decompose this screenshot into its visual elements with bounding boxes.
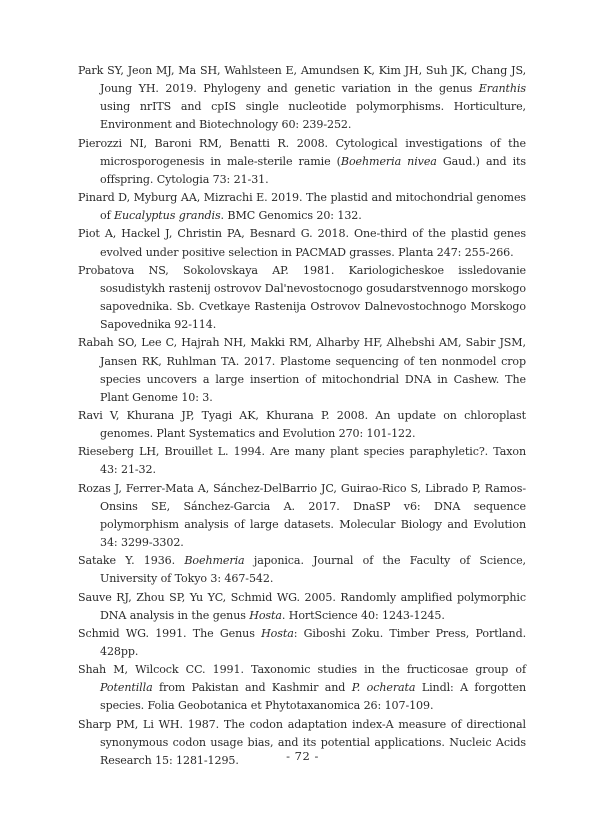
reference-text: from Pakistan and Kashmir and xyxy=(152,681,352,695)
reference-text: Shah M, Wilcock CC. 1991. Taxonomic studies in the fructicosae group of xyxy=(78,663,526,677)
reference-italic-text: Hosta xyxy=(261,626,294,640)
reference-text: Gaud.) and its offspring. Cytologia 73: 21-31. xyxy=(100,154,527,186)
reference-text: . BMC Genomics 20: 132. xyxy=(220,209,362,223)
reference-text: Rieseberg LH, Brouillet L. 1994. Are many plant species paraphyletic?. Taxon 43: 21-32. xyxy=(78,445,526,477)
reference-italic-text: P. ocherata xyxy=(351,681,416,695)
reference-text: . HortScience 40: 1243-1245. xyxy=(281,608,445,622)
reference-text: Sharp PM, Li WH. 1987. The codon adaptation index-A measure of directional synonymous codon usage bias, and its potential applications. Nucleic Acids Research 15: 1281-1295. xyxy=(78,717,526,767)
reference-list xyxy=(78,62,526,770)
reference-entry xyxy=(78,262,526,335)
reference-italic-text: Boehmeria xyxy=(184,554,245,568)
reference-text: using nrITS and cpIS single nucleotide polymorphisms. Horticulture, Environment and Biotechnology 60: 239-252. xyxy=(100,100,526,132)
reference-text: Piot A, Hackel J, Christin PA, Besnard G. 2018. One-third of the plastid genes evolved under positive selection in PACMAD grasses. Planta 247: 255-266. xyxy=(78,227,526,259)
reference-italic-text: Boehmeria nivea xyxy=(340,154,437,168)
reference-text: Satake Y. 1936. xyxy=(78,554,185,568)
reference-entry xyxy=(78,552,526,588)
reference-entry xyxy=(78,625,526,661)
reference-text: Pinard D, Myburg AA, Mizrachi E. 2019. The plastid and mitochondrial genomes of xyxy=(78,191,526,223)
reference-italic-text: Hosta xyxy=(249,608,282,622)
reference-text: Rabah SO, Lee C, Hajrah NH, Makki RM, Alharby HF, Alhebshi AM, Sabir JSM, Jansen RK, Ruhlman TA. 2017. Plastome sequencing of ten nonmodel crop species uncovers a large insertion of mitochondrial DNA in Cashew. The Plant Genome 10: 3. xyxy=(78,336,526,404)
reference-text: Lindl: A forgotten species. Folia Geobotanica et Phytotaxanomica 26: 107-109. xyxy=(100,681,526,713)
reference-text: Rozas J, Ferrer-Mata A, Sánchez-DelBarrio JC, Guirao-Rico S, Librado P, Ramos-Onsins SE, Sánchez-Garcia A. 2017. DnaSP v6: DNA sequence polymorphism analysis of large datasets. Molecular Biology and Evolution 34: 3299-3302. xyxy=(78,481,526,550)
reference-entry xyxy=(78,480,526,553)
reference-text: Sauve RJ, Zhou SP, Yu YC, Schmid WG. 2005. Randomly amplified polymorphic DNA analysis in the genus xyxy=(78,590,526,622)
reference-text: Ravi V, Khurana JP, Tyagi AK, Khurana P. 2008. An update on chloroplast genomes. Plant Systematics and Evolution 270: 101-122. xyxy=(78,408,526,441)
reference-entry xyxy=(78,334,526,407)
reference-entry xyxy=(78,62,526,135)
reference-entry xyxy=(78,589,526,625)
reference-entry xyxy=(78,443,526,479)
reference-entry xyxy=(78,189,526,225)
reference-italic-text: Potentilla xyxy=(100,681,153,695)
reference-text: Schmid WG. 1991. The Genus xyxy=(78,626,262,640)
reference-italic-text: Eranthis xyxy=(478,82,526,96)
reference-text: japonica. Journal of the Faculty of Science, University of Tokyo 3: 467-542. xyxy=(100,554,526,586)
reference-text: Probatova NS, Sokolovskaya AP. 1981. Kariologicheskoe issledovanie sosudistykh rastenij ostrovov Dal'nevostocnogo gosudarstvennogo morskogo sapovednika. Sb. Cvetkaye Rastenija Ostrovov Dalnevostochnogo Morskogo Sapovednika 92-114. xyxy=(78,263,526,332)
reference-italic-text: Eucalyptus grandis xyxy=(114,209,221,223)
reference-text: Pierozzi NI, Baroni RM, Benatti R. 2008. Cytological investigations of the microsporogenesis in male-sterile ramie ( xyxy=(78,136,526,168)
reference-entry xyxy=(78,225,526,261)
reference-text: Park SY, Jeon MJ, Ma SH, Wahlsteen E, Amundsen K, Kim JH, Suh JK, Chang JS, Joung YH. 2019. Phylogeny and genetic variation in the genus xyxy=(78,64,526,96)
reference-entry xyxy=(78,407,526,443)
page-number: - 72 - xyxy=(286,749,319,763)
reference-text: : Giboshi Zoku. Timber Press, Portland. 428pp. xyxy=(100,626,527,658)
reference-entry xyxy=(78,661,526,715)
reference-entry xyxy=(78,135,526,189)
